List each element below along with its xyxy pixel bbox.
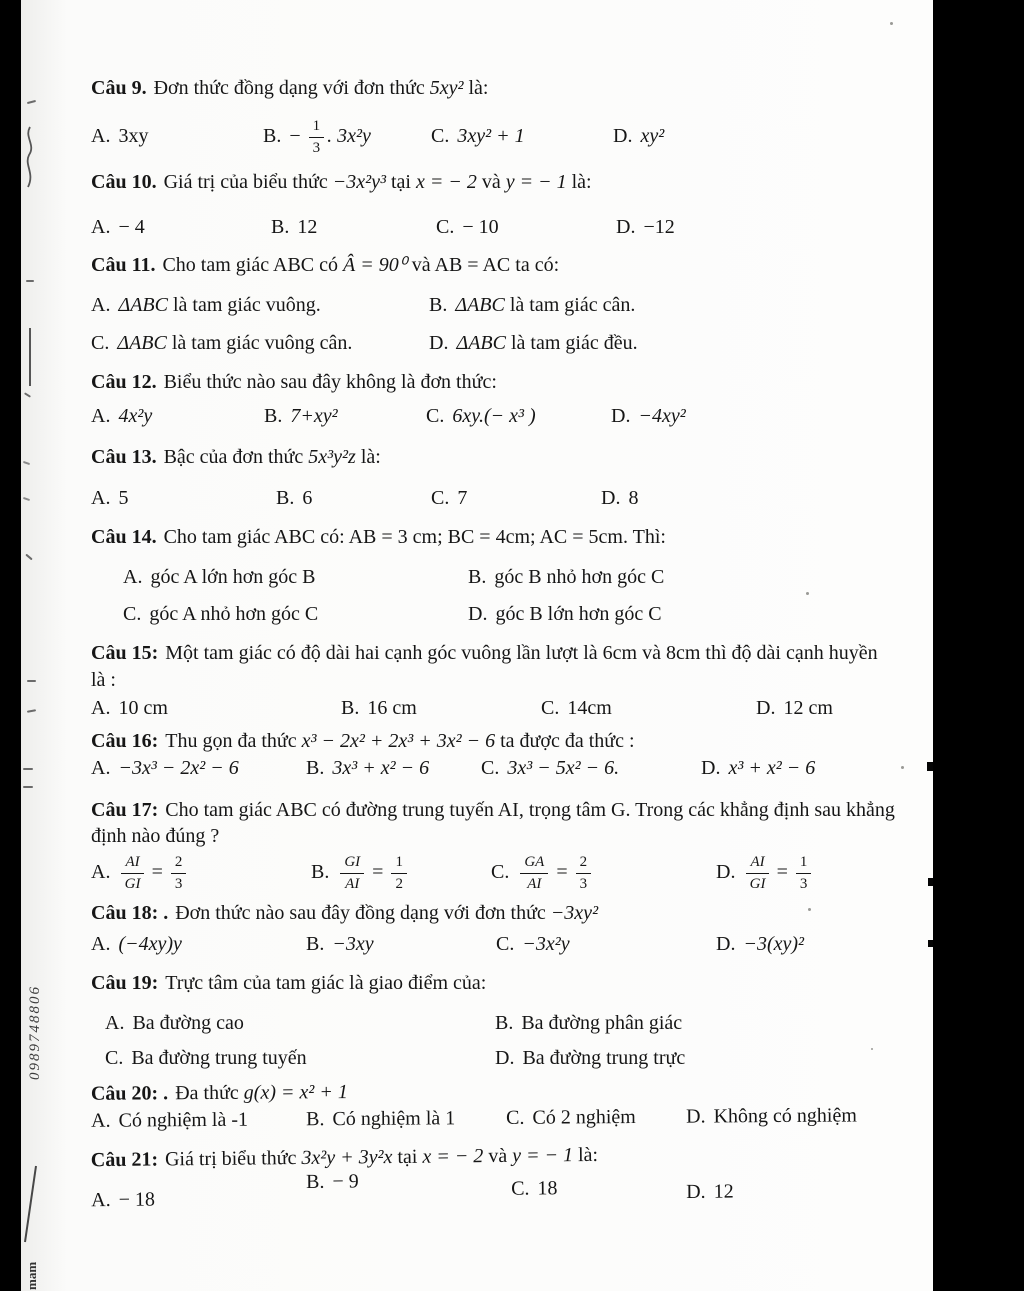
question-number: Câu 17: [91,798,159,821]
text-segment: 8 [628,486,639,509]
math-expression: ΔABC [456,332,506,355]
math-expression: y = − 1 [512,1144,574,1168]
text-segment: góc B nhỏ hơn góc C [494,566,665,589]
option-key: C. [426,404,445,427]
text-segment: 16 cm [367,697,417,720]
text-segment: Bậc của đơn thức [163,445,309,468]
option-key: C. [436,215,455,238]
text-segment: Biểu thức nào sau đây không là đơn thức: [163,371,497,394]
fraction-denominator: AI [527,876,542,893]
option-key: C. [105,1047,124,1070]
option-key: D. [686,1181,706,1204]
text-segment: Ba đường trung trực [522,1047,686,1070]
scan-speck [901,766,904,769]
option-a [91,933,306,956]
fraction [309,119,325,156]
pen-stroke [22,1164,40,1244]
option-c [123,603,468,626]
text-segment: − 4 [118,215,145,238]
handwritten-number-scribble: 0989748806 [27,985,43,1080]
fraction [576,855,592,892]
text-segment: Cho tam giác ABC có đường trung tuyến AI, trọng tâm G. Trong các khẳng định sau khẳng định nào đúng ? [91,798,895,847]
option-key: A. [91,486,111,509]
pen-mark [23,768,33,770]
question-cau-16 [91,728,895,779]
text-segment: là tam giác vuông. [167,294,321,317]
math-expression: x³ + x² − 6 [728,756,816,779]
option-b [306,757,481,780]
text-segment: − 9 [332,1171,359,1194]
options-row [91,1105,895,1134]
text-segment: − 18 [118,1189,156,1212]
fraction-numerator: 1 [391,855,407,874]
text-segment: Có 2 nghiệm [532,1106,636,1130]
text-segment: Ba đường trung tuyến [131,1047,307,1070]
option-d [611,405,686,428]
option-a [91,757,306,780]
options-row [91,697,895,720]
text-segment: Cho tam giác ABC có [162,253,344,276]
question-line [91,797,895,850]
fraction-numerator: GA [520,855,548,874]
text-segment: Cho tam giác ABC có: AB = 3 cm; BC = 4cm; AC = 5cm. Thì: [163,525,666,548]
text-segment: Đa thức [175,1081,244,1105]
handwritten-word-scribble: mam [24,1261,39,1290]
text-segment: Trực tâm của tam giác là giao điểm của: [165,971,487,994]
option-key: D. [716,861,736,884]
option-key: D. [601,486,621,509]
text-segment: góc B lớn hơn góc C [495,603,662,626]
question-line [91,169,895,195]
option-d [616,216,675,239]
fraction-numerator: AI [746,855,768,874]
text-segment: là tam giác đều. [505,332,638,355]
text-segment: − 10 [462,215,499,238]
fraction-denominator: 3 [312,140,321,157]
fraction [746,855,768,892]
option-c [491,855,716,892]
text-segment: = [551,861,573,884]
question-number: Câu 14. [91,525,157,548]
text-segment: Có nghiệm là 1 [332,1107,456,1131]
math-expression: y = − 1 [505,171,567,194]
scan-speck [890,22,893,25]
option-a [91,855,311,892]
question-line [91,75,895,101]
pen-mark [26,280,34,282]
option-key: C. [431,486,450,509]
fraction [171,855,187,892]
math-expression: Â = 90⁰ [343,253,407,276]
text-segment: là: [463,77,489,99]
option-key: C. [541,697,560,720]
option-c [105,1047,495,1070]
text-segment: và AB = AC ta có: [406,253,560,276]
math-expression: 4x²y [118,404,153,427]
math-expression: 5xy² [429,77,464,99]
option-d [686,1105,857,1129]
math-expression: −3(xy)² [743,932,805,955]
question-cau-14 [91,524,895,626]
option-d [716,933,804,956]
question-cau-19 [91,970,895,1070]
fraction [121,855,143,892]
fraction-denominator: GI [124,876,141,893]
question-line [91,1075,895,1107]
math-expression: −3x²y³ [332,171,386,194]
option-d [613,125,664,148]
option-key: D. [686,1105,706,1129]
option-key: C. [431,125,450,148]
fraction-numerator: 1 [309,119,325,138]
fraction [391,855,407,892]
option-key: A. [91,932,111,955]
options-row [91,855,895,892]
option-a [105,1012,495,1035]
question-line [91,524,895,550]
option-key: C. [506,1107,525,1130]
option-a [91,697,341,720]
math-expression: 5x³y²z [308,445,356,468]
fraction-denominator: GI [749,876,766,893]
question-cau-10 [91,169,895,238]
math-expression: −3xy² [550,902,599,925]
option-key: B. [263,125,282,148]
text-segment: 12 [713,1181,734,1204]
option-c [431,487,601,510]
option-b [495,1012,895,1035]
option-key: C. [496,932,515,955]
text-segment: Ba đường phân giác [521,1012,683,1035]
text-segment: ta được đa thức : [495,730,635,753]
text-segment: 12 [297,215,318,238]
question-cau-9 [91,75,895,156]
question-cau-17 [91,797,895,893]
text-segment: Giá trị của biểu thức [163,171,333,194]
text-segment: tại [392,1146,423,1169]
fraction-numerator: 2 [576,855,592,874]
option-d [686,1181,734,1204]
pen-mark [23,786,33,788]
option-b [264,405,426,428]
text-segment: Đơn thức nào sau đây đồng dạng với đơn thức [175,902,551,925]
math-expression: (−4xy)y [118,932,182,955]
option-b [468,566,895,589]
option-key: A. [91,215,111,238]
math-expression: −3x³ − 2x² − 6 [118,756,239,779]
question-number: Câu 20: . [90,1082,169,1105]
option-key: D. [468,603,488,626]
option-key: B. [264,404,283,427]
fraction [340,855,364,892]
math-expression: 3xy² + 1 [457,125,525,148]
math-expression: ΔABC [117,332,167,355]
option-key: D. [613,125,633,148]
option-key: A. [91,1110,111,1133]
question-number: Câu 12. [91,371,157,394]
scan-speck [808,908,811,911]
fraction-denominator: 3 [799,876,808,893]
option-key: D. [429,332,449,355]
question-number: Câu 10. [91,171,157,194]
paper-edge-nub [928,940,933,947]
option-key: A. [91,404,111,427]
option-key: B. [276,486,295,509]
math-expression: −3x²y [522,932,570,955]
option-a [91,125,263,148]
text-segment: và [476,171,506,194]
option-d [495,1047,895,1070]
option-key: A. [91,861,111,884]
option-b [306,1107,506,1131]
text-segment: Ba đường cao [132,1012,244,1035]
option-key: C. [491,861,510,884]
option-c [91,332,429,355]
text-segment: 10 cm [118,697,168,720]
math-expression: 7+xy² [290,404,338,427]
math-expression: xy² [640,125,665,148]
question-number: Câu 19: [91,971,159,994]
math-expression: x = − 2 [415,171,477,194]
option-c [506,1106,686,1130]
text-segment: Một tam giác có độ dài hai cạnh góc vuông lần lượt là 6cm và 8cm thì độ dài cạnh huyền là : [91,642,878,691]
option-b [341,697,541,720]
option-key: D. [611,404,631,427]
option-a [123,566,468,589]
text-segment: −12 [643,215,675,238]
math-expression: g(x) = x² + 1 [243,1081,348,1104]
option-key: A. [123,566,143,589]
question-number: Câu 21: [90,1148,159,1172]
question-cau-15 [91,640,895,720]
questions-list [90,75,895,1213]
text-segment: 7 [457,486,468,509]
option-d [756,697,833,720]
option-key: B. [468,566,487,589]
option-key: D. [756,697,776,720]
option-key: D. [616,215,636,238]
scanner-black-bar-right [933,0,1024,1291]
fraction-denominator: 3 [174,876,183,893]
math-expression: x = − 2 [422,1145,484,1169]
option-key: B. [341,697,360,720]
math-expression: −3xy [332,932,374,955]
text-segment: Có nghiệm là -1 [118,1109,249,1133]
text-segment: 3xy [118,125,149,148]
text-segment: 6 [302,486,313,509]
pen-mark [29,328,31,386]
option-key: D. [701,756,721,779]
fraction-numerator: GI [340,855,364,874]
text-segment: 5 [118,486,129,509]
option-key: C. [123,603,142,626]
text-segment: là tam giác vuông cân. [166,332,353,355]
option-key: B. [306,756,325,779]
math-expression: 3x³ + x² − 6 [332,756,430,779]
option-c [426,405,611,428]
option-d [701,757,815,780]
options-row [91,119,895,156]
option-a [91,1109,306,1134]
option-c [481,757,701,780]
question-line [91,369,895,395]
text-segment: Không có nghiệm [713,1104,857,1128]
question-line [91,444,895,470]
option-a [91,405,264,428]
option-key: C. [511,1178,530,1201]
text-segment: = [146,861,168,884]
option-key: D. [495,1047,515,1070]
text-segment: = [367,861,389,884]
question-cau-21 [91,1139,896,1213]
text-segment: là: [355,445,381,468]
option-key: B. [429,294,448,317]
text-segment: là: [572,1144,599,1167]
option-c [431,125,613,148]
question-line [91,252,895,278]
fraction-numerator: AI [121,855,143,874]
option-key: A. [91,294,111,317]
paper-edge-nub [928,878,933,886]
scan-speck [806,592,809,595]
question-number: Câu 18: . [91,902,169,925]
fraction [520,855,548,892]
option-b [306,1170,511,1195]
text-segment: Thu gọn đa thức [165,730,302,753]
option-key: B. [306,932,325,955]
text-segment: 14cm [567,697,612,720]
paper-edge-nub [927,762,933,771]
pen-mark [27,680,36,682]
math-expression: −4xy² [638,404,686,427]
text-segment: là tam giác cân. [504,294,636,317]
scanner-black-bar-left [0,0,21,1291]
text-segment: − [289,125,306,148]
option-d [468,603,895,626]
option-key: B. [311,861,330,884]
question-cau-13 [91,444,895,510]
text-segment: 12 cm [783,697,833,720]
fraction-numerator: 2 [171,855,187,874]
math-expression: . 3x²y [327,125,371,148]
question-cau-11 [91,252,895,355]
text-segment: là: [566,171,592,194]
option-key: B. [305,1171,325,1194]
option-a [91,294,429,317]
question-line [91,970,895,996]
test-paper [21,0,933,1291]
question-number: Câu 9. [91,77,147,99]
option-d [429,332,895,355]
question-number: Câu 13. [91,445,157,468]
math-expression: 3x³ − 5x² − 6. [507,756,620,779]
text-segment: góc A nhỏ hơn góc C [149,603,319,626]
option-c [436,216,616,239]
math-expression: 3x²y + 3y²x [301,1146,393,1170]
options-row [91,566,895,626]
option-key: A. [91,697,111,720]
options-row [91,933,895,956]
option-b [311,855,491,892]
option-key: B. [306,1108,325,1131]
fraction-numerator: 1 [796,855,812,874]
math-expression: ΔABC [455,294,505,317]
question-number: Câu 15: [91,642,159,665]
option-key: C. [91,332,110,355]
options-row [91,216,895,239]
option-key: A. [91,1189,111,1213]
text-segment: Đơn thức đồng dạng với đơn thức [153,77,430,99]
question-cau-20 [91,1075,895,1133]
math-expression: 6xy.(− x³ ) [452,404,536,427]
options-row [91,1171,895,1213]
math-expression: x³ − 2x² + 2x³ + 3x² − 6 [301,730,496,753]
options-row [91,487,895,510]
text-segment: 18 [537,1178,558,1201]
question-line [91,900,895,926]
option-d [601,487,638,510]
text-segment: góc A lớn hơn góc B [150,566,316,589]
options-row [91,1012,895,1070]
text-segment: tại [385,171,416,194]
scan-speck [871,1048,873,1050]
option-key: A. [91,756,111,779]
text-segment: = [771,861,793,884]
option-a [91,487,276,510]
option-key: C. [481,756,500,779]
option-key: D. [716,932,736,955]
options-row [91,294,895,355]
fraction-denominator: 3 [579,876,588,893]
option-b [429,294,895,317]
question-number: Câu 16: [91,730,159,753]
question-line [91,640,895,693]
fraction-denominator: AI [345,876,360,893]
options-row [91,405,895,428]
math-expression: ΔABC [118,294,168,317]
option-key: B. [271,215,290,238]
question-line [91,728,895,754]
options-row [91,757,895,780]
handwritten-scribble [23,125,37,191]
option-key: A. [91,125,111,148]
option-a [91,1188,306,1213]
option-c [541,697,756,720]
option-b [276,487,431,510]
text-segment: Giá trị biểu thức [164,1147,302,1171]
option-b [306,933,496,956]
option-c [511,1177,686,1202]
question-cau-18 [91,900,895,955]
option-d [716,855,814,892]
option-b [263,119,431,156]
question-number: Câu 11. [91,253,156,276]
option-c [496,933,716,956]
option-key: A. [105,1012,125,1035]
fraction-denominator: 2 [395,876,403,893]
fraction [796,855,812,892]
option-key: B. [495,1012,514,1035]
text-segment: và [483,1145,513,1168]
option-a [91,216,271,239]
option-b [271,216,436,239]
question-cau-12 [91,369,895,427]
